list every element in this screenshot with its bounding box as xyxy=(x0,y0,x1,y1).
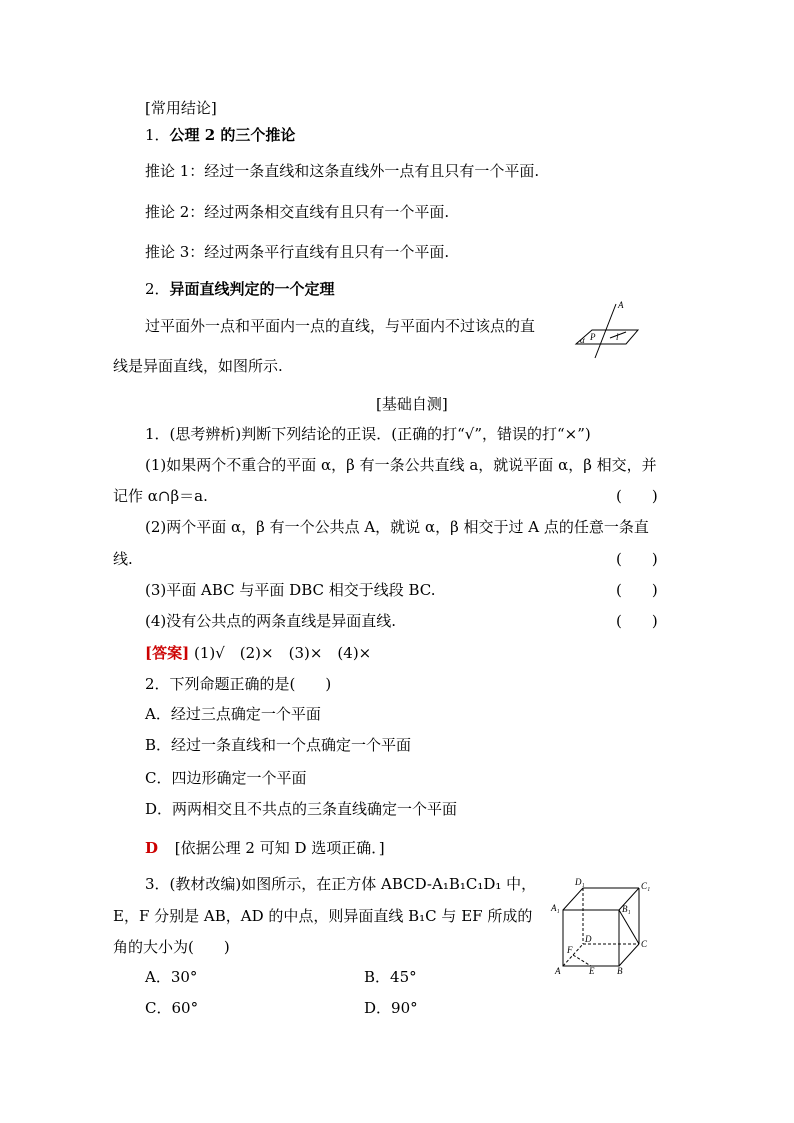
label-c1: C₁ xyxy=(641,881,651,891)
answer-label: [答案] xyxy=(145,644,190,662)
item2-title: 异面直线判定的一个定理 xyxy=(169,280,335,298)
item2-label: 2． xyxy=(145,280,170,298)
q3-option-a: A．30° xyxy=(145,968,198,986)
corollary-1: 推论 1：经过一条直线和这条直线外一点有且只有一个平面. xyxy=(145,162,540,180)
item1-heading xyxy=(145,125,295,145)
q2-option-a: A．经过三点确定一个平面 xyxy=(145,705,321,723)
item2-heading xyxy=(145,279,335,299)
q1-s1-blank[interactable]: ( ) xyxy=(616,487,658,505)
theorem-line-2: 线是异面直线，如图所示. xyxy=(113,357,283,375)
q1-s1-line1: (1)如果两个不重合的平面 α，β 有一条公共直线 a，就说平面 α，β 相交，并 xyxy=(145,456,657,474)
label-l: l xyxy=(616,332,619,342)
q1-s3: (3)平面 ABC 与平面 DBC 相交于线段 BC. xyxy=(145,581,436,599)
q3-line3: 角的大小为( ) xyxy=(113,938,230,956)
q1-s1-line2: 记作 α∩β＝a. xyxy=(113,487,208,505)
self-test-heading: [基础自测] xyxy=(376,395,448,413)
q2-answer xyxy=(145,838,385,858)
q3-option-d: D．90° xyxy=(364,999,418,1017)
q3-option-c: C．60° xyxy=(145,999,199,1017)
q2-answer-letter: D xyxy=(145,839,159,857)
label-c: C xyxy=(641,939,648,949)
q2-option-d: D．两两相交且不共点的三条直线确定一个平面 xyxy=(145,800,458,818)
skew-lines-figure xyxy=(570,298,650,364)
q1-stem: 1．(思考辨析)判断下列结论的正误．(正确的打“√”，错误的打“×”) xyxy=(145,425,591,443)
label-f: F xyxy=(567,945,573,955)
label-alpha: α xyxy=(580,335,585,345)
segment-b1c xyxy=(619,910,639,944)
q1-s4-blank[interactable]: ( ) xyxy=(616,612,658,630)
q2-answer-explain: [依据公理 2 可知 D 选项正确．] xyxy=(174,839,385,857)
line-ap xyxy=(595,304,616,358)
q1-s2-line1: (2)两个平面 α，β 有一个公共点 A，就说 α，β 相交于过 A 点的任意一条直 xyxy=(145,518,649,536)
q1-s4: (4)没有公共点的两条直线是异面直线. xyxy=(145,612,397,630)
item1-title: 公理 2 的三个推论 xyxy=(169,126,296,144)
q1-s3-blank[interactable]: ( ) xyxy=(616,581,658,599)
q3-line1: 3．(教材改编)如图所示，在正方体 ABCD-A₁B₁C₁D₁ 中， xyxy=(145,875,537,893)
answer-text: (1)√ (2)× (3)× (4)× xyxy=(193,644,372,662)
corollary-2: 推论 2：经过两条相交直线有且只有一个平面. xyxy=(145,203,450,221)
label-b1: B₁ xyxy=(622,904,631,914)
q3-option-b: B．45° xyxy=(364,968,417,986)
q2-option-c: C．四边形确定一个平面 xyxy=(145,769,307,787)
label-d1: D₁ xyxy=(575,877,585,887)
cube-figure xyxy=(548,876,658,978)
corollary-3: 推论 3：经过两条平行直线有且只有一个平面. xyxy=(145,243,450,261)
edge-bc xyxy=(619,944,639,966)
segment-ef xyxy=(573,955,591,966)
q1-answer xyxy=(145,643,371,663)
q3-line2: E，F 分别是 AB，AD 的中点，则异面直线 B₁C 与 EF 所成的 xyxy=(113,907,533,925)
q2-option-b: B．经过一条直线和一个点确定一个平面 xyxy=(145,736,412,754)
label-a: A xyxy=(618,300,624,310)
label-a1: A₁ xyxy=(551,903,560,913)
edge-a1d1 xyxy=(563,888,583,910)
label-e: E xyxy=(589,966,595,976)
plane-alpha xyxy=(576,330,638,344)
q1-s2-blank[interactable]: ( ) xyxy=(616,550,658,568)
theorem-line-1: 过平面外一点和平面内一点的直线，与平面内不过该点的直 xyxy=(145,317,536,335)
q2-stem: 2．下列命题正确的是( ) xyxy=(145,675,332,693)
q1-s2-line2: 线. xyxy=(113,550,133,568)
item1-label: 1． xyxy=(145,126,170,144)
conclusions-heading: [常用结论] xyxy=(145,99,217,117)
label-p: P xyxy=(590,332,596,342)
label-a: A xyxy=(555,966,561,976)
label-b: B xyxy=(617,966,623,976)
label-d: D xyxy=(585,934,592,944)
